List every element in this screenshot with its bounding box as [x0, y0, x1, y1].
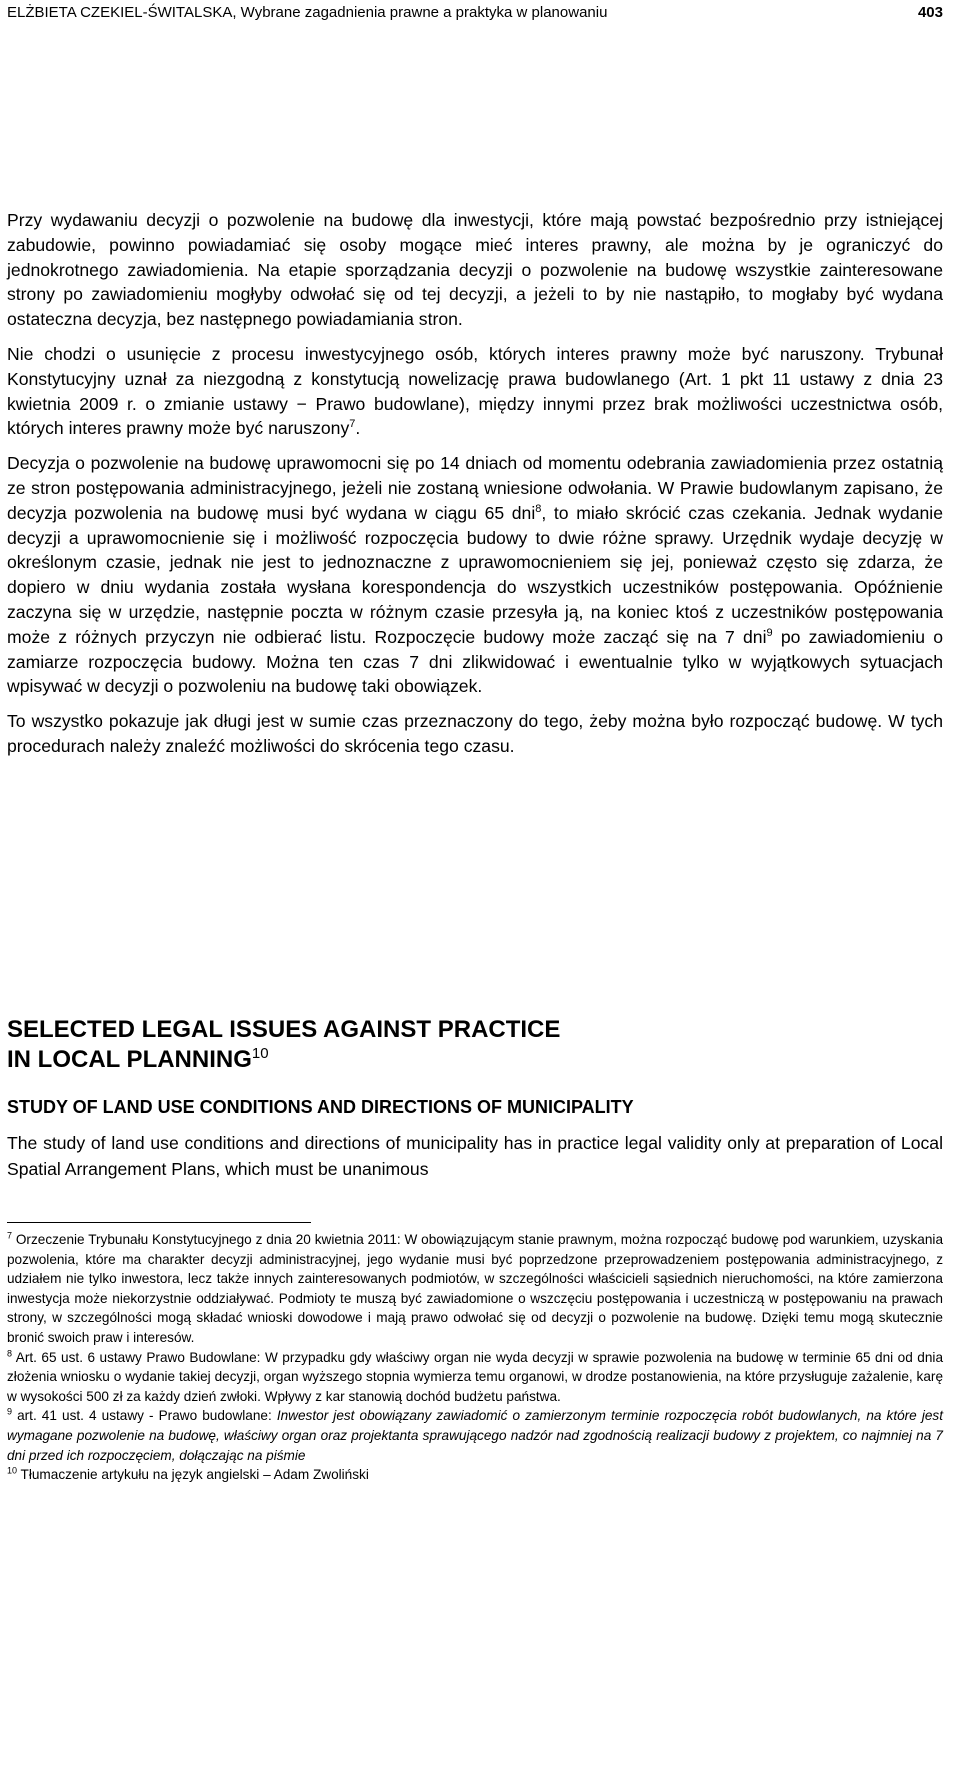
footnote-number: 10 [7, 1465, 18, 1476]
paragraph-text: To wszystko pokazuje jak długi jest w sumie czas przeznaczony do tego, żeby można było rozpocząć budowę. W tych procedurach należy znaleźć możliwości do skrócenia tego czasu. [7, 711, 943, 756]
english-paragraph: The study of land use conditions and directions of municipality has in practice legal validity only at preparation of Local Spatial Arrangement Plans, which must be unanimous [7, 1133, 943, 1179]
english-title [7, 1015, 943, 1075]
footnote-quote: Inwestor jest obowiązany zawiadomić o zamierzonym terminie rozpoczęcia robót budowlanych, na które jest wymagane pozwolenie na budowę, właściwy organ oraz projektanta sprawującego nadzór nad zgodnością realizacji budowy z projektem, co najmniej na 7 dni przed ich rozpoczęciem, dołączając na piśmie [7, 1408, 943, 1463]
paragraph-text: Nie chodzi o usunięcie z procesu inwestycyjnego osób, których interes prawny może być naruszony. Trybunał Konstytucyjny uznał za niezgodną z konstytucją nowelizację prawa budowlanego (Art. 1 pkt 11 ustawy z dnia 23 kwietnia 2009 r. o zmianie ustawy − Prawo budowlane), między innymi przez brak możliwości uczestnictwa osób, których interes prawny może być naruszony [7, 343, 943, 439]
footnotes [7, 1230, 943, 1485]
footnote-text: Art. 65 ust. 6 ustawy Prawo Budowlane: W przypadku gdy właściwy organ nie wyda decyzji w sprawie pozwolenia na budowę w terminie 65 dni od dnia złożenia wniosku o wydanie takiej decyzji, organ wyższego stopnia wymierza temu organowi, w drodze postanowienia, na które przysługuje zażalenie, karę w wysokości 500 zł za każdy dzień zwłoki. Wpływy z kar stanowią dochód budżetu państwa. [7, 1349, 944, 1404]
english-title-line: IN LOCAL PLANNING [7, 1046, 252, 1073]
paragraph [7, 709, 943, 759]
footnote-reference[interactable]: 9 [766, 626, 773, 639]
paragraph-text: Przy wydawaniu decyzji o pozwolenie na budowę dla inwestycji, które mają powstać bezpośrednio przy istniejącej zabudowie, powinno powiadamiać się osoby mogące mieć interes prawny, ale można by je ograniczyć do jednokrotnego zawiadomienia. Na etapie sporządzania decyzji o pozwolenie na budowę wszystkie zainteresowane strony po zawiadomieniu mogłyby odwołać się od tej decyzji, a jeżeli to by nie nastąpiło, to mogłaby być wydana ostateczna decyzja, bez następnego powiadamiania stron. [7, 210, 943, 330]
footnote [7, 1465, 943, 1485]
footnote [7, 1230, 943, 1348]
footnote [7, 1406, 943, 1465]
paragraph [7, 208, 943, 332]
footnote [7, 1348, 943, 1407]
footnote-number: 8 [7, 1348, 13, 1359]
paragraph [7, 451, 943, 699]
footnote-reference[interactable]: 8 [535, 502, 542, 515]
paragraph-text: . [355, 418, 361, 439]
main-text [7, 208, 943, 759]
english-subtitle: STUDY OF LAND USE CONDITIONS AND DIRECTIONS OF MUNICIPALITY [7, 1097, 634, 1117]
footnote-text: Orzeczenie Trybunału Konstytucyjnego z dnia 20 kwietnia 2011: W obowiązującym stanie prawnym, można rozpocząć budowę pod warunkiem, uzyskania pozwolenia, które ma charakter decyzji administracyjnej, jego wydanie musi być poprzedzone przeprowadzeniem postępowania administracyjnego, z udziałem nie tylko inwestora, lecz także innych zainteresowanych podmiotów, w szczególności właścicieli sąsiednich nieruchomości, na które zamierzona inwestycja może niekorzystnie oddziaływać. Podmioty te muszą być zawiadomione o wszczęciu postępowania i uczestniczą w postępowaniu na prawach strony, w szczególności mogą składać wnioski dowodowe i mają prawo odwołać się od decyzji o pozwolenie na budowę. Dzięki temu mogą skutecznie bronić swoich praw i interesów. [7, 1232, 943, 1345]
footnote-reference[interactable]: 10 [251, 1045, 269, 1062]
paragraph-text: , to miało skrócić czas czekania. Jednak wydanie decyzji a uprawomocnienie się i możliwość rozpoczęcia budowy to dwie różne sprawy. Urzędnik wydaje decyzję w określonym czasie, jednak nie jest to jednoznaczne z uprawomocnieniem się jej, ponieważ często się zdarza, że dopiero w dniu wydania została wysłana korespondencja do wszystkich uczestników postępowania. Opóźnienie zaczyna się w urzędzie, następnie poczta w różnym czasie przesyła ją, na koniec ktoś z uczestników postępowania może z różnych przyczyn nie odbierać listu. Rozpoczęcie budowy może zacząć się na 7 dni [7, 502, 943, 647]
footnote-number: 7 [7, 1230, 13, 1241]
paragraph-text: po zawiadomieniu o zamiarze rozpoczęcia budowy. Można ten czas 7 dni zlikwidować i ewentualnie tylko w wyjątkowych sytuacjach wpisywać w decyzji o pozwoleniu na budowę taki obowiązek. [7, 626, 943, 697]
running-title: ELŻBIETA CZEKIEL-ŚWITALSKA, Wybrane zagadnienia prawne a praktyka w planowaniu [7, 4, 608, 21]
page-number: 403 [917, 4, 943, 21]
footnote-separator [7, 1222, 311, 1223]
footnote-text: Tłumaczenie artykułu na język angielski – Adam Zwoliński [20, 1467, 369, 1483]
footnote-text: art. 41 ust. 4 ustawy - Prawo budowlane: [17, 1408, 277, 1424]
paragraph [7, 342, 943, 441]
paragraph-text: Decyzja o pozwolenie na budowę uprawomocni się po 14 dniach od momentu odebrania zawiadomienia przez ostatnią ze stron postępowania administracyjnego, jeżeli nie zostaną wniesione odwołania. W Prawie budowlanym zapisano, że decyzja pozwolenia na budowę musi być wydana w ciągu 65 dni [7, 453, 943, 523]
footnote-number: 9 [7, 1406, 13, 1417]
english-title-line: SELECTED LEGAL ISSUES AGAINST PRACTICE [7, 1016, 561, 1043]
english-section [7, 1015, 943, 1182]
footnote-reference[interactable]: 7 [349, 418, 356, 431]
running-header [7, 4, 943, 26]
